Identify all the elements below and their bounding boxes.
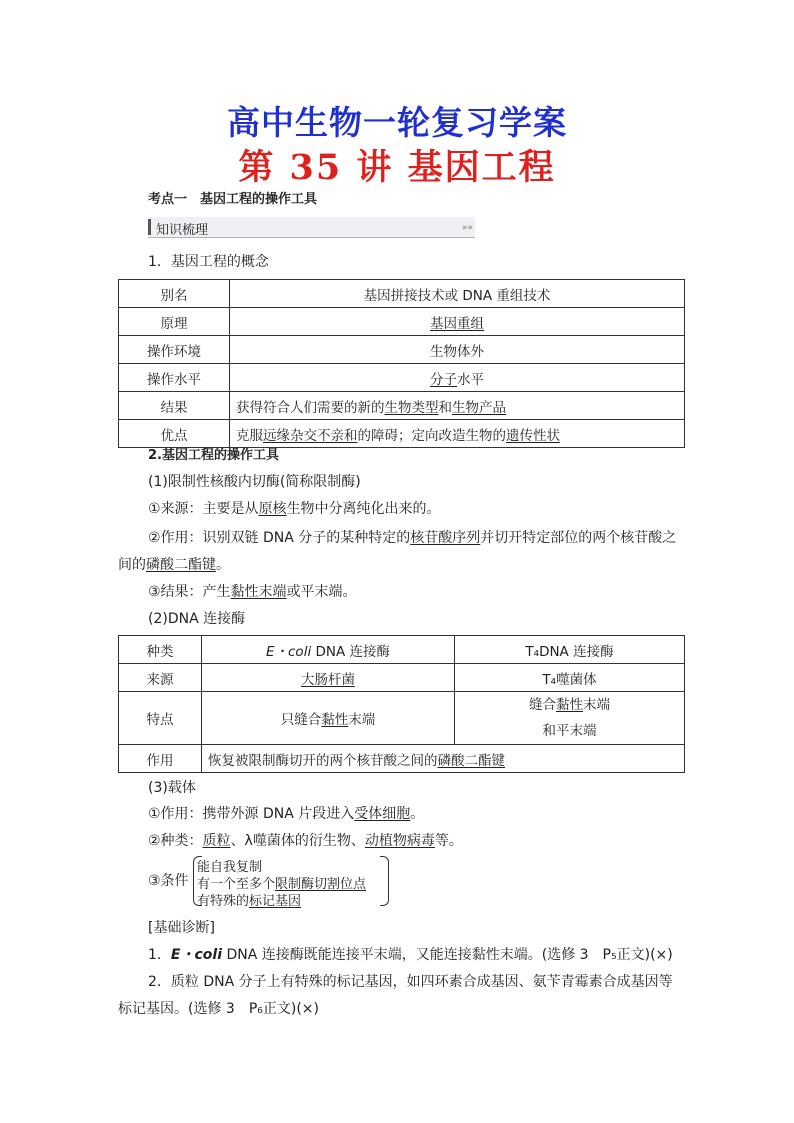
doc-title: 高中生物一轮复习学案 (227, 103, 567, 142)
text-span: 生物中分离纯化出来的。 (286, 501, 441, 517)
row-key: 种类 (119, 636, 202, 664)
table-row (119, 692, 685, 745)
underlined-term: 限制酶切割位点 (275, 877, 367, 892)
table-row (119, 280, 685, 308)
text-span: 末端 (348, 712, 376, 728)
text-span: 缝合 (529, 697, 556, 713)
row-key: 操作环境 (119, 336, 230, 364)
underlined-term: 远缘杂交不亲和 (263, 427, 358, 444)
text-span: 的障碍；定向改造生物的 (357, 427, 506, 444)
row-key: 来源 (119, 664, 202, 692)
underlined-term: 原核 (258, 501, 287, 517)
text-span: ②作用：识别双链 DNA 分子的某种特定的 (148, 530, 411, 546)
col-header: T₄DNA 连接酶 (455, 636, 685, 664)
table-row (119, 636, 685, 664)
row-key: 操作水平 (119, 364, 230, 392)
text-span: 或平末端。 (286, 584, 357, 600)
text-span: 。 (410, 806, 425, 822)
underlined-term: 遗传性状 (506, 427, 560, 444)
line-function-2 (118, 555, 230, 575)
species-name: E・coli (170, 947, 222, 963)
text-span: 、λ噬菌体的衍生物、 (230, 833, 365, 849)
row-value (230, 392, 685, 420)
species-name: E・coli (265, 643, 312, 660)
bar-marker (148, 219, 151, 235)
text-span: 有一个至多个 (197, 877, 276, 892)
underlined-term: 标记基因 (249, 894, 302, 909)
table-row (119, 308, 685, 336)
text-span: 和 (438, 399, 452, 416)
text-span: 1． (148, 947, 171, 963)
line-function-1 (148, 528, 676, 548)
sub-heading-1: (1)限制性核酸内切酶(简称限制酶) (148, 474, 361, 490)
row-value (230, 420, 685, 448)
text-span: ①作用：携带外源 DNA 片段进入 (148, 806, 355, 822)
text-span: 恢复被限制酶切开的两个核苷酸之间的 (208, 752, 438, 769)
underlined-term: 黏性 (556, 697, 583, 713)
underlined-term: 磷酸二酯键 (437, 752, 505, 769)
row-value (230, 364, 685, 392)
text-span: 和平末端 (542, 723, 597, 739)
diag-q2-line2: 标记基因。(选修 3 P₆正文)(×) (118, 1001, 319, 1017)
underlined-term: 黏性末端 (230, 584, 287, 600)
table-row (119, 420, 685, 448)
table-row (119, 364, 685, 392)
text-span: 。 (216, 557, 230, 573)
underlined-term: 黏性 (321, 712, 349, 728)
text-span: ②种类： (148, 833, 203, 849)
line-result (148, 582, 357, 602)
text-span: 等。 (434, 833, 463, 849)
table-row (119, 336, 685, 364)
underlined-term: 生物产品 (452, 399, 506, 416)
lesson-title: 第 35 讲 基因工程 (238, 147, 556, 188)
text-span: 获得符合人们需要的新的 (236, 399, 385, 416)
text-span: ③结果：产生 (148, 584, 231, 600)
text-span: 只缝合 (280, 712, 322, 728)
underlined-term: 分子 (430, 371, 457, 388)
underlined-term: 生物类型 (384, 399, 439, 416)
table-row (119, 664, 685, 692)
row-value: 基因拼接技术或 DNA 重组技术 (230, 280, 685, 308)
text-span: DNA 连接酶 (311, 643, 391, 660)
condition-3 (197, 890, 301, 909)
text-span: 并切开特定部位的两个核苷酸之 (480, 530, 677, 546)
row-key: 原理 (119, 308, 230, 336)
underlined-term: 动植物病毒 (364, 833, 435, 849)
condition-1: 能自我复制 (197, 860, 263, 875)
cell (202, 664, 455, 692)
part2-heading: 2.基因工程的操作工具 (148, 448, 279, 463)
cell (455, 692, 685, 745)
underlined-term: 大肠杆菌 (301, 671, 355, 688)
table-row (119, 745, 685, 773)
row-value: 生物体外 (230, 336, 685, 364)
cell (202, 745, 685, 773)
kaodian-heading: 考点一 基因工程的操作工具 (148, 192, 318, 207)
cell (202, 692, 455, 745)
sub-heading-3: (3)载体 (148, 780, 196, 796)
row-key: 结果 (119, 392, 230, 420)
ligase-table (118, 635, 685, 773)
underlined-term: 质粒 (202, 833, 231, 849)
right-brace (380, 856, 389, 906)
text-span: ①来源：主要是从 (148, 501, 259, 517)
zhishi-label: 知识梳理 (156, 223, 209, 238)
col-header (202, 636, 455, 664)
diag-title: [基础诊断] (148, 920, 215, 936)
text-span: 末端 (583, 697, 610, 713)
vector-types (148, 831, 463, 851)
text-span: 间的 (118, 557, 146, 573)
vector-function (148, 804, 424, 824)
line-source (148, 499, 441, 519)
underlined-term: 基因重组 (430, 315, 484, 332)
zhishi-bar (148, 217, 475, 238)
underlined-term: 受体细胞 (354, 806, 411, 822)
text-span: DNA 连接酶既能连接平末端，又能连接黏性末端。(选修 3 P₅正文)(×) (222, 947, 673, 963)
row-key: 别名 (119, 280, 230, 308)
chevron-icon: »» (461, 223, 473, 233)
sub-heading-2: (2)DNA 连接酶 (148, 611, 246, 627)
row-key: 特点 (119, 692, 202, 745)
table-row (119, 392, 685, 420)
row-key: 作用 (119, 745, 202, 773)
underlined-term: 核苷酸序列 (410, 530, 481, 546)
text-span: 克服 (236, 427, 263, 444)
row-value (230, 308, 685, 336)
diag-q2-line1: 2．质粒 DNA 分子上有特殊的标记基因，如四环素合成基因、氨苄青霉素合成基因等 (148, 974, 673, 990)
text-span: 有特殊的 (197, 894, 250, 909)
text-span: 水平 (457, 371, 484, 388)
concept-table (118, 279, 685, 448)
vector-conditions-label: ③条件 (148, 873, 189, 889)
diag-q1 (148, 945, 673, 965)
underlined-term: 磷酸二酯键 (146, 557, 216, 573)
row-key: 优点 (119, 420, 230, 448)
cell: T₄噬菌体 (455, 664, 685, 692)
part1-heading: 1．基因工程的概念 (148, 254, 269, 270)
